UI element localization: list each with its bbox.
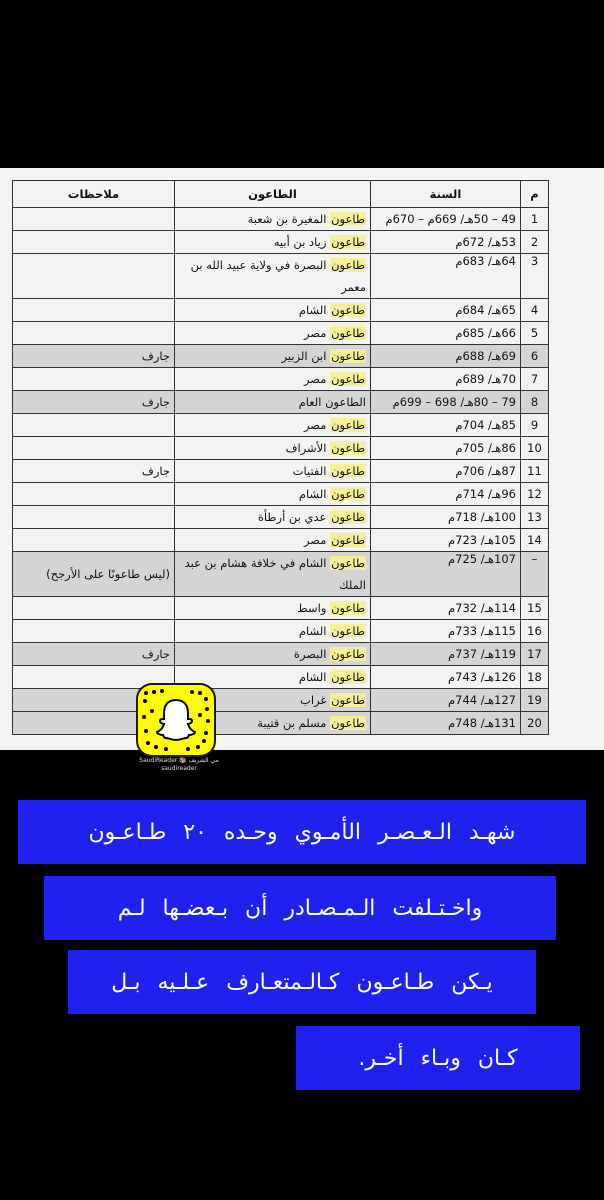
cell-plague [175, 254, 371, 299]
cell-num: 6 [521, 345, 549, 368]
snapcode [138, 685, 214, 755]
cell-notes [13, 254, 175, 299]
snapcode-dot [150, 709, 154, 713]
cell-notes [13, 231, 175, 254]
cell-notes: (ليس طاعونًا على الأرجح) [13, 552, 175, 597]
table-row [13, 322, 549, 345]
table-row [13, 712, 549, 735]
cell-notes [13, 620, 175, 643]
snapcode-caption-line1: SaudiReader 📚 مي الشريف [139, 757, 219, 764]
cell-notes: جارف [13, 391, 175, 414]
snapcode-caption-line2: saudireader [161, 765, 197, 772]
plague-highlight: طاعون [331, 556, 365, 570]
cell-year: 69هـ/ 688م [371, 345, 521, 368]
plague-name: عدي بن أرطأة [257, 510, 331, 524]
plague-name: زياد بن أبيه [273, 235, 331, 249]
cell-notes [13, 322, 175, 345]
cell-year: 49 – 50هـ/ 669م – 670م [371, 208, 521, 231]
snapcode-dot [190, 690, 194, 694]
cell-plague [175, 414, 371, 437]
cell-year: 65هـ/ 684م [371, 299, 521, 322]
plague-name: مصر [303, 372, 331, 386]
table-photo [0, 168, 604, 772]
cell-year: 87هـ/ 706م [371, 460, 521, 483]
snapcode-dot [206, 719, 210, 723]
table-row [13, 414, 549, 437]
snapcode-dot [144, 729, 148, 733]
plague-highlight: طاعون [331, 670, 365, 684]
cell-num: 5 [521, 322, 549, 345]
cell-year: 86هـ/ 705م [371, 437, 521, 460]
cell-plague [175, 437, 371, 460]
cell-num: 4 [521, 299, 549, 322]
cell-num: 17 [521, 643, 549, 666]
cell-plague [175, 643, 371, 666]
cell-plague [175, 506, 371, 529]
cell-plague [175, 208, 371, 231]
cell-year: 79 – 80هـ/ 698 – 699م [371, 391, 521, 414]
table-row [13, 552, 549, 597]
plague-highlight: طاعون [331, 303, 365, 317]
table-row [13, 231, 549, 254]
plague-highlight: طاعون [331, 716, 365, 730]
plague-highlight: طاعون [331, 326, 365, 340]
table-row [13, 597, 549, 620]
plague-highlight: طاعون [331, 533, 365, 547]
plague-name: المغيرة بن شعبة [247, 212, 331, 226]
cell-num: 3 [521, 254, 549, 299]
cell-year: 119هـ/ 737م [371, 643, 521, 666]
cell-plague [175, 620, 371, 643]
snapcode-dot [146, 741, 150, 745]
cell-notes [13, 368, 175, 391]
snapcode-dot [143, 699, 147, 703]
header-num: م [521, 181, 549, 208]
snapcode-dot [154, 745, 158, 749]
cell-plague [175, 391, 371, 414]
cell-plague [175, 597, 371, 620]
snapcode-dot [198, 713, 202, 717]
cell-num: 2 [521, 231, 549, 254]
plague-name: مصر [303, 418, 331, 432]
cell-notes [13, 529, 175, 552]
plague-name: مسلم بن قتيبة [257, 716, 331, 730]
cell-notes [13, 483, 175, 506]
plague-name: الأشراف [285, 441, 331, 455]
header-year: السنة [371, 181, 521, 208]
cell-year: 100هـ/ 718م [371, 506, 521, 529]
plague-name: الفتيات [292, 464, 331, 478]
cell-year: 70هـ/ 689م [371, 368, 521, 391]
cell-num: 14 [521, 529, 549, 552]
cell-num: 8 [521, 391, 549, 414]
table-row [13, 437, 549, 460]
cell-plague [175, 299, 371, 322]
cell-num: – [521, 552, 549, 597]
snapchat-ghost-icon [156, 697, 196, 743]
plague-highlight: طاعون [331, 487, 365, 501]
table-row [13, 368, 549, 391]
plague-name: ابن الزبير [281, 349, 331, 363]
cell-plague [175, 552, 371, 597]
snapcode-dot [202, 739, 206, 743]
caption-line-1: شهـد الـعـصـر الأمـوي وحـده ٢٠ طـاعـون [18, 800, 586, 864]
plague-name: الشام [298, 624, 331, 638]
plague-name: البصرة [293, 647, 331, 661]
plague-name: البصرة في ولاية عبيد الله بن معمر [190, 258, 366, 294]
table-row [13, 254, 549, 299]
snapcode-dot [160, 689, 164, 693]
plague-highlight: طاعون [331, 235, 365, 249]
snapcode-dot [164, 747, 168, 751]
cell-notes [13, 299, 175, 322]
plague-highlight: طاعون [331, 349, 365, 363]
cell-year: 96هـ/ 714م [371, 483, 521, 506]
plague-highlight: طاعون [331, 258, 365, 272]
cell-plague [175, 345, 371, 368]
plague-highlight: طاعون [331, 464, 365, 478]
plague-highlight: طاعون [331, 624, 365, 638]
plague-highlight: طاعون [331, 441, 365, 455]
cell-num: 13 [521, 506, 549, 529]
table-row [13, 620, 549, 643]
snapcode-dot [205, 707, 209, 711]
header-notes: ملاحظات [13, 181, 175, 208]
plague-name: واسط [297, 601, 331, 615]
snapcode-dot [186, 747, 190, 751]
cell-num: 1 [521, 208, 549, 231]
plague-name: مصر [303, 326, 331, 340]
cell-year: 107هـ/ 725م [371, 552, 521, 597]
cell-year: 126هـ/ 743م [371, 666, 521, 689]
cell-notes [13, 506, 175, 529]
cell-year: 131هـ/ 748م [371, 712, 521, 735]
cell-plague [175, 368, 371, 391]
cell-notes [13, 437, 175, 460]
snapcode-dot [198, 691, 202, 695]
cell-num: 19 [521, 689, 549, 712]
plague-highlight: طاعون [331, 601, 365, 615]
caption-line-3: يـكن طـاعـون كـالـمتعـارف عـلـيه بـل [68, 950, 536, 1014]
snapcode-dot [204, 731, 208, 735]
table-row [13, 666, 549, 689]
cell-notes [13, 208, 175, 231]
cell-plague [175, 529, 371, 552]
table-row [13, 529, 549, 552]
cell-notes: جارف [13, 643, 175, 666]
table-row [13, 460, 549, 483]
cell-year: 64هـ/ 683م [371, 254, 521, 299]
table-row [13, 483, 549, 506]
table-body [13, 208, 549, 735]
snapcode-dot [142, 715, 146, 719]
snapcode-dot [196, 745, 200, 749]
cell-num: 15 [521, 597, 549, 620]
plague-table [12, 180, 549, 735]
snapcode-dot [204, 697, 208, 701]
plague-name: الشام [298, 670, 331, 684]
table-row [13, 643, 549, 666]
cell-num: 7 [521, 368, 549, 391]
cell-year: 127هـ/ 744م [371, 689, 521, 712]
snapcode-dot [152, 690, 156, 694]
cell-num: 18 [521, 666, 549, 689]
plague-highlight: طاعون [331, 647, 365, 661]
plague-highlight: طاعون [331, 212, 365, 226]
plague-name: الشام [298, 303, 331, 317]
cell-year: 114هـ/ 732م [371, 597, 521, 620]
snapcode-caption [124, 757, 234, 773]
cell-notes: جارف [13, 460, 175, 483]
plague-highlight: طاعون [331, 693, 365, 707]
caption-line-2: واخـتـلفت الـمـصـادر أن بـعضـها لـم [44, 876, 556, 940]
table-row [13, 299, 549, 322]
cell-num: 10 [521, 437, 549, 460]
cell-year: 53هـ/ 672م [371, 231, 521, 254]
plague-name: مصر [303, 533, 331, 547]
cell-num: 16 [521, 620, 549, 643]
cell-year: 66هـ/ 685م [371, 322, 521, 345]
cell-notes [13, 414, 175, 437]
table-row [13, 689, 549, 712]
cell-num: 9 [521, 414, 549, 437]
plague-highlight: طاعون [331, 372, 365, 386]
table-header-row [13, 181, 549, 208]
table-row [13, 208, 549, 231]
cell-plague [175, 322, 371, 345]
plague-highlight: طاعون [331, 510, 365, 524]
cell-notes [13, 597, 175, 620]
cell-num: 20 [521, 712, 549, 735]
cell-plague [175, 231, 371, 254]
cell-plague [175, 460, 371, 483]
cell-num: 12 [521, 483, 549, 506]
plague-name: غراب [300, 693, 331, 707]
snapcode-dot [144, 691, 148, 695]
table-row [13, 506, 549, 529]
cell-year: 115هـ/ 733م [371, 620, 521, 643]
table-row [13, 391, 549, 414]
plague-highlight: طاعون [331, 418, 365, 432]
caption-line-4: كـان وبـاء أخـر. [296, 1026, 580, 1090]
cell-num: 11 [521, 460, 549, 483]
plague-name: الشام [298, 487, 331, 501]
cell-plague [175, 483, 371, 506]
cell-notes: جارف [13, 345, 175, 368]
table-row [13, 345, 549, 368]
header-plague: الطاعون [175, 181, 371, 208]
plague-name: الشام في خلافة هشام بن عبد الملك [184, 556, 366, 592]
cell-year: 105هـ/ 723م [371, 529, 521, 552]
cell-year: 85هـ/ 704م [371, 414, 521, 437]
plague-name: الطاعون العام [298, 395, 366, 409]
